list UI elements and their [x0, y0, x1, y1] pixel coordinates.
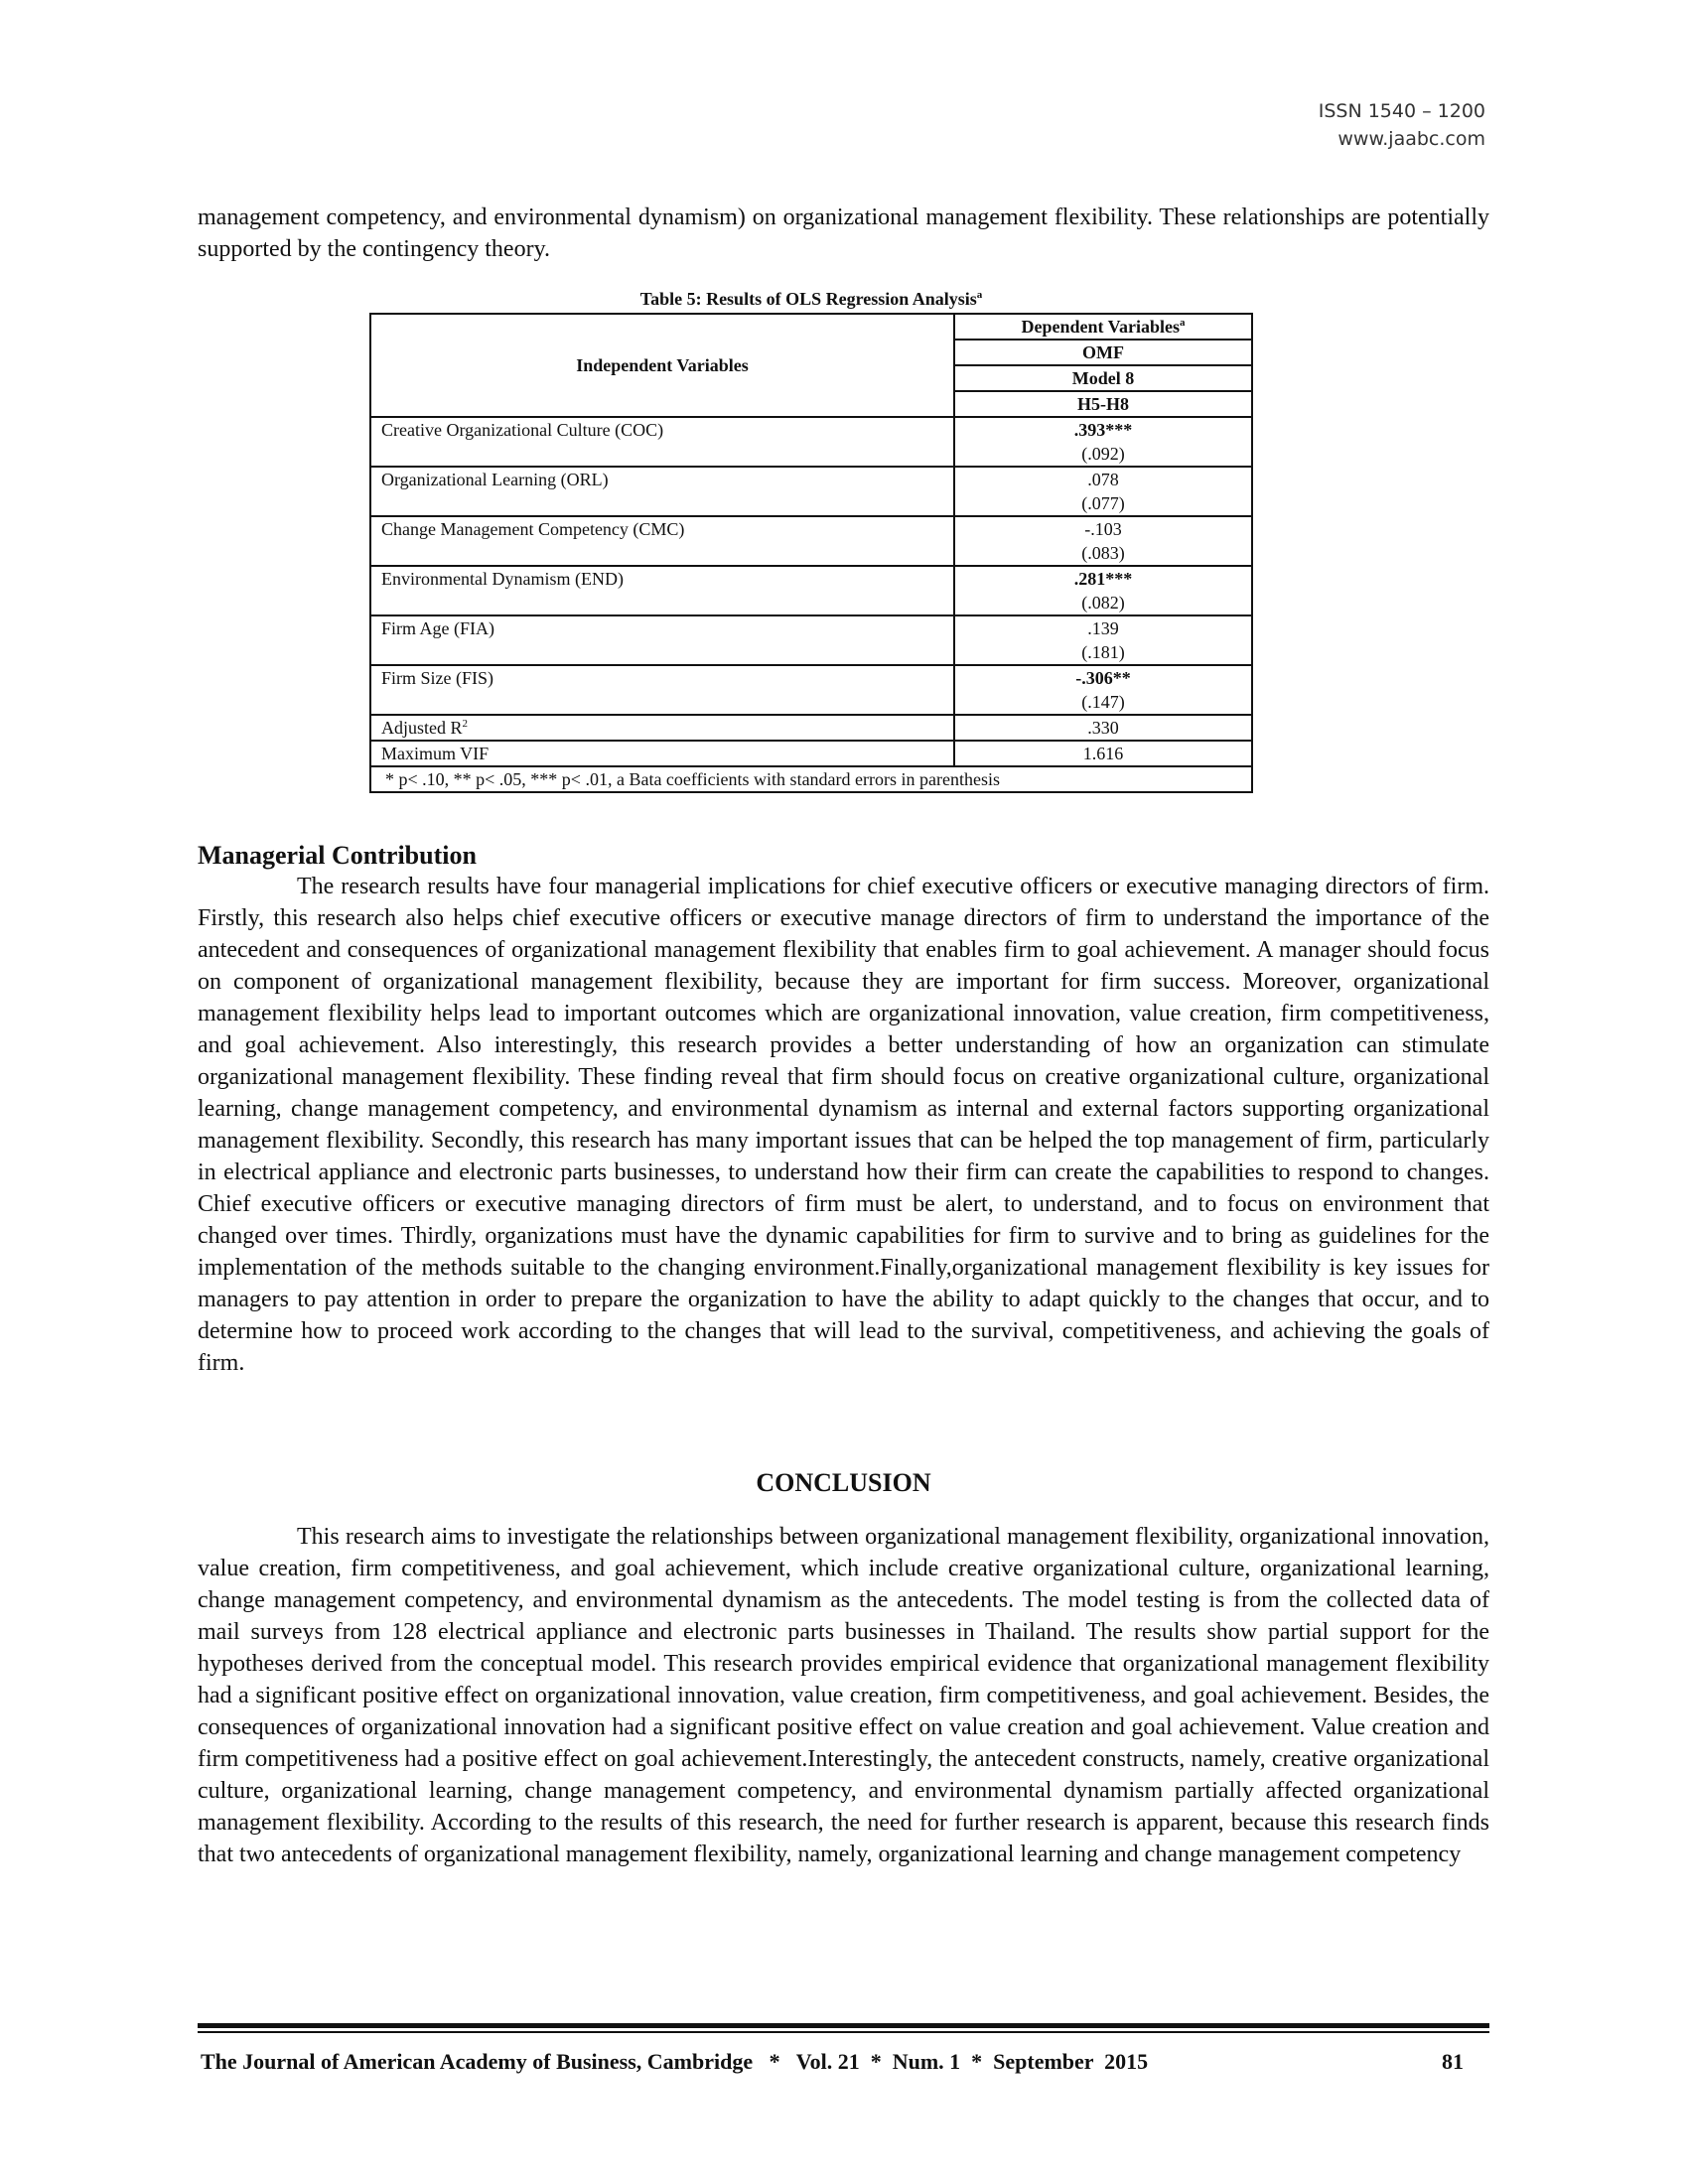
standard-error: (.147)	[1081, 692, 1125, 712]
website-text: www.jaabc.com	[1337, 128, 1485, 150]
table-title	[369, 287, 1253, 311]
adjusted-r2-value: .330	[954, 715, 1252, 741]
regression-table	[369, 313, 1253, 793]
table-title-text: Table 5: Results of OLS Regression Analysis	[639, 289, 977, 309]
table-row	[370, 467, 1252, 516]
conclusion-section	[198, 1521, 1489, 1870]
managerial-contribution-section	[198, 871, 1489, 1379]
standard-error: (.077)	[1081, 493, 1125, 513]
footer-rule-thin	[198, 2031, 1489, 2033]
table-row	[370, 516, 1252, 566]
intro-text: management competency, and environmental dynamism) on organizational management flexibility. These relationships are potentially supported by the contingency theory.	[198, 205, 1489, 262]
row-value	[954, 516, 1252, 566]
table-row	[370, 417, 1252, 467]
managerial-contribution-heading: Managerial Contribution	[198, 841, 477, 870]
adjusted-r2-row	[370, 715, 1252, 741]
header-hypotheses: H5-H8	[954, 391, 1252, 417]
table-row	[370, 566, 1252, 615]
coefficient: .139	[1087, 618, 1119, 638]
row-label: Environmental Dynamism (END)	[370, 566, 954, 615]
row-label: Organizational Learning (ORL)	[370, 467, 954, 516]
row-label: Creative Organizational Culture (COC)	[370, 417, 954, 467]
adjusted-r2-label: Adjusted $R^2$	[370, 715, 954, 741]
standard-error: (.082)	[1081, 593, 1125, 613]
max-vif-value: 1.616	[954, 741, 1252, 766]
row-label: Firm Size (FIS)	[370, 665, 954, 715]
standard-error: (.181)	[1081, 642, 1125, 662]
standard-error: (.092)	[1081, 444, 1125, 464]
footer-journal-citation: The Journal of American Academy of Business, Cambridge * Vol. 21 * Num. 1 * September 2015	[201, 2049, 1149, 2074]
coefficient: .281***	[1073, 569, 1133, 589]
coefficient: .078	[1087, 470, 1119, 489]
footer-rule-thick	[198, 2023, 1489, 2028]
header-independent-variables: Independent Variables	[370, 314, 954, 417]
table-row	[370, 665, 1252, 715]
coefficient: -.103	[1084, 519, 1122, 539]
page-header	[1319, 97, 1485, 153]
table-title-sup: a	[976, 289, 983, 301]
coefficient: .393***	[1073, 420, 1133, 440]
row-label: Change Management Competency (CMC)	[370, 516, 954, 566]
conclusion-heading: CONCLUSION	[756, 1468, 931, 1497]
issn-text: ISSN 1540 – 1200	[1318, 100, 1485, 122]
conclusion-paragraph: This research aims to investigate the relationships between organizational management flexibility, organizational innovation, value creation, firm competitiveness, and goal achievement, which include creative organizational culture, organizational learning, change management competency, and environmental dynamism as the antecedents. The model testing is from the collected data of mail surveys from 128 electrical appliance and electronic parts businesses in Thailand. The results show partial support for the hypotheses derived from the conceptual model. This research provides empirical evidence that organizational management flexibility had a significant positive effect on organizational innovation, value creation, firm competitiveness, and goal achievement. Besides, the consequences of organizational innovation had a significant positive effect on value creation and goal achievement. Value creation and firm competitiveness had a positive effect on goal achievement.Interestingly, the antecedent constructs, namely, creative organizational culture, organizational learning, change management competency, and environmental dynamism partially affected organizational management flexibility. According to the results of this research, the need for further research is apparent, because this research finds that two antecedents of organizational management flexibility, namely, organizational learning and change management competency	[198, 1524, 1489, 1867]
max-vif-row	[370, 741, 1252, 766]
row-value	[954, 566, 1252, 615]
header-dependent-variables: Dependent Variables$^a$	[954, 314, 1252, 340]
managerial-contribution-paragraph: The research results have four managerial implications for chief executive officers or executive managing directors of firm. Firstly, this research also helps chief executive officers or executive manage directors of firm to understand the importance of the antecedent and consequences of organizational management flexibility that enables firm to goal achievement. A manager should focus on component of organizational management flexibility, because they are important for firm success. Moreover, organizational management flexibility helps lead to important outcomes which are organizational innovation, value creation, firm competitiveness, and goal achievement. Also interestingly, this research provides a better understanding of how an organization can stimulate organizational management flexibility. These finding reveal that firm should focus on creative organizational culture, organizational learning, change management competency, and environmental dynamism as internal and external factors supporting organizational management flexibility. Secondly, this research has many important issues that can be helped the top management of firm, particularly in electrical appliance and electronic parts businesses, to understand how their firm can create the capabilities to respond to changes. Chief executive officers or executive managing directors of firm must be alert, to understand, and to focus on environment that changed over times. Thirdly, organizations must have the dynamic capabilities for firm to survive and to bring as guidelines for the implementation of the methods suitable to the changing environment.Finally,organizational management flexibility is key issues for managers to pay attention in order to prepare the organization to have the ability to adapt quickly to the changes that occur, and to determine how to proceed work according to the changes that will lead to the survival, competitiveness, and achieving the goals of firm.	[198, 874, 1489, 1376]
intro-paragraph	[198, 202, 1489, 265]
table-row	[370, 615, 1252, 665]
row-value	[954, 467, 1252, 516]
table-footnote-row	[370, 766, 1252, 792]
max-vif-label: Maximum VIF	[370, 741, 954, 766]
standard-error: (.083)	[1081, 543, 1125, 563]
header-omf: OMF	[954, 340, 1252, 365]
row-value	[954, 615, 1252, 665]
header-model: Model 8	[954, 365, 1252, 391]
table-footnote: * p< .10, ** p< .05, *** p< .01, a Bata coefficients with standard errors in parenthesis	[370, 766, 1252, 792]
page-number: 81	[1442, 2049, 1464, 2074]
row-label: Firm Age (FIA)	[370, 615, 954, 665]
row-value	[954, 665, 1252, 715]
coefficient: -.306**	[1075, 668, 1131, 688]
row-value	[954, 417, 1252, 467]
table-header-row	[370, 314, 1252, 340]
